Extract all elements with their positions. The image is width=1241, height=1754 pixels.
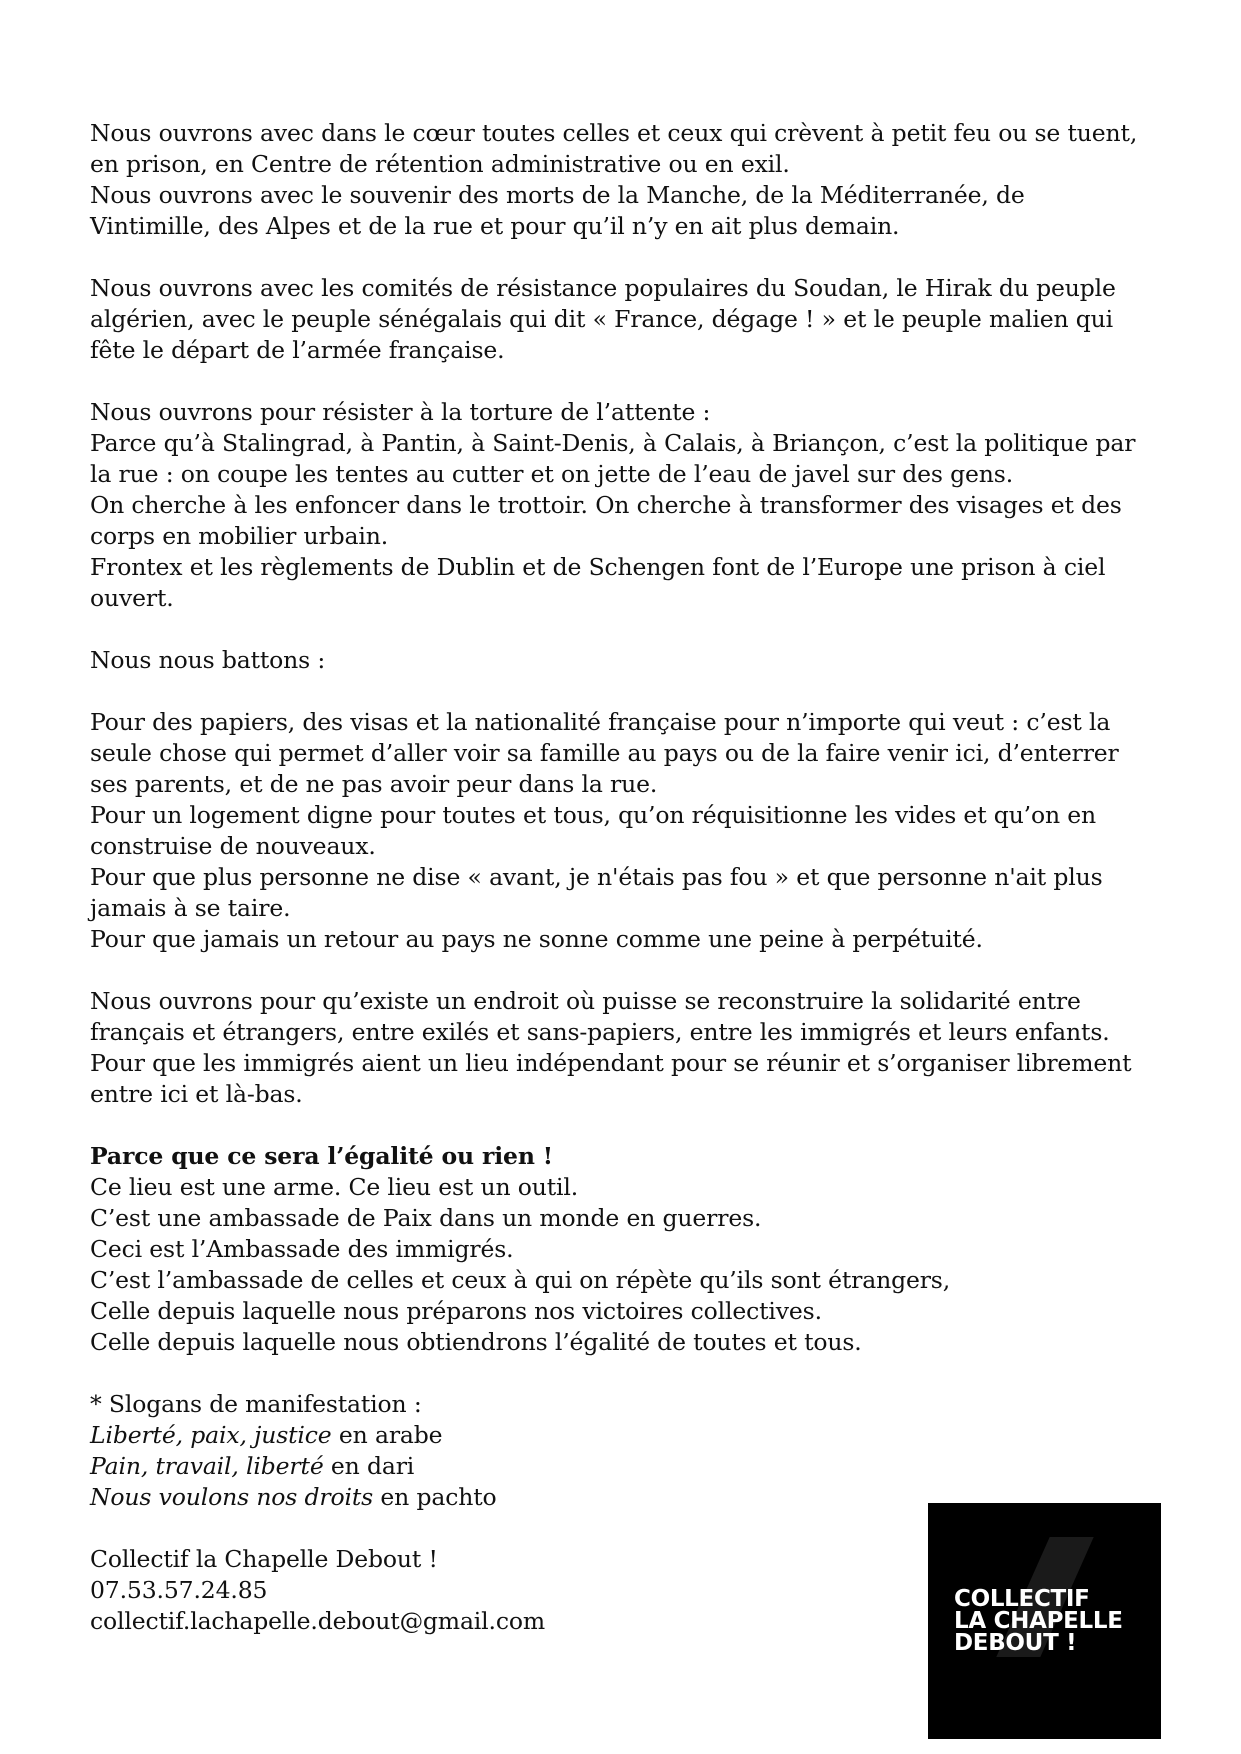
text-line: Nous ouvrons avec le souvenir des morts de la Manche, de la Méditerranée, de <box>90 181 1025 209</box>
paragraph-5 <box>90 707 1170 955</box>
text-line: français et étrangers, entre exilés et sans-papiers, entre les immigrés et leurs enfants. <box>90 1018 1110 1046</box>
text-line: la rue : on coupe les tentes au cutter et on jette de l’eau de javel sur des gens. <box>90 460 1014 488</box>
paragraph-gap <box>90 1358 1170 1389</box>
text-line: C’est une ambassade de Paix dans un monde en guerres. <box>90 1204 762 1232</box>
text-line: corps en mobilier urbain. <box>90 522 389 550</box>
text-line: On cherche à les enfoncer dans le trottoir. On cherche à transformer des visages et des <box>90 491 1122 519</box>
bold-heading: Parce que ce sera l’égalité ou rien ! <box>90 1142 553 1170</box>
text-line: Nous ouvrons avec dans le cœur toutes celles et ceux qui crèvent à petit feu ou se tuent, <box>90 119 1138 147</box>
text-line: Pour que jamais un retour au pays ne sonne comme une peine à perpétuité. <box>90 925 983 953</box>
slogan-language: en dari <box>323 1452 415 1480</box>
text-line: C’est l’ambassade de celles et ceux à qui on répète qu’ils sont étrangers, <box>90 1266 951 1294</box>
text-line: entre ici et là-bas. <box>90 1080 303 1108</box>
paragraph-4 <box>90 645 1170 676</box>
document-body <box>90 118 1170 1637</box>
slogan-line <box>90 1451 1170 1482</box>
text-line: construise de nouveaux. <box>90 832 376 860</box>
paragraph-gap <box>90 242 1170 273</box>
logo-line: LA CHAPELLE <box>954 1608 1123 1634</box>
slogan-italic: Nous voulons nos droits <box>90 1483 374 1511</box>
text-line: Frontex et les règlements de Dublin et de Schengen font de l’Europe une prison à ciel <box>90 553 1106 581</box>
paragraph-gap <box>90 676 1170 707</box>
contact-name: Collectif la Chapelle Debout ! <box>90 1545 438 1573</box>
text-line: Parce qu’à Stalingrad, à Pantin, à Saint-Denis, à Calais, à Briançon, c’est la politique par <box>90 429 1136 457</box>
text-line: Celle depuis laquelle nous obtiendrons l’égalité de toutes et tous. <box>90 1328 862 1356</box>
text-line: Vintimille, des Alpes et de la rue et pour qu’il n’y en ait plus demain. <box>90 212 900 240</box>
text-line: Pour un logement digne pour toutes et tous, qu’on réquisitionne les vides et qu’on en <box>90 801 1097 829</box>
text-line: Celle depuis laquelle nous préparons nos victoires collectives. <box>90 1297 822 1325</box>
slogan-language: en arabe <box>331 1421 443 1449</box>
text-line: Pour que plus personne ne dise « avant, je n'étais pas fou » et que personne n'ait plus <box>90 863 1103 891</box>
paragraph-7 <box>90 1141 1170 1358</box>
slogan-italic: Liberté, paix, justice <box>90 1421 332 1449</box>
text-line: seule chose qui permet d’aller voir sa famille au pays ou de la faire venir ici, d’enterrer <box>90 739 1119 767</box>
paragraph-gap <box>90 366 1170 397</box>
paragraph-1 <box>90 118 1170 242</box>
text-line: ouvert. <box>90 584 174 612</box>
paragraph-6 <box>90 986 1170 1110</box>
paragraph-gap <box>90 614 1170 645</box>
text-line: Nous ouvrons pour qu’existe un endroit où puisse se reconstruire la solidarité entre <box>90 987 1081 1015</box>
text-line: Pour des papiers, des visas et la nationalité française pour n’importe qui veut : c’est la <box>90 708 1111 736</box>
text-line: algérien, avec le peuple sénégalais qui dit « France, dégage ! » et le peuple malien qui <box>90 305 1114 333</box>
paragraph-3 <box>90 397 1170 614</box>
logo-line: COLLECTIF <box>954 1586 1090 1612</box>
text-line: Ceci est l’Ambassade des immigrés. <box>90 1235 514 1263</box>
slogans-heading: * Slogans de manifestation : <box>90 1390 422 1418</box>
text-line: Pour que les immigrés aient un lieu indépendant pour se réunir et s’organiser librement <box>90 1049 1132 1077</box>
logo-text <box>954 1588 1123 1654</box>
paragraph-gap <box>90 955 1170 986</box>
collectif-logo <box>928 1503 1161 1739</box>
text-line: Nous ouvrons pour résister à la torture de l’attente : <box>90 398 711 426</box>
slogan-language: en pachto <box>373 1483 497 1511</box>
text-line: fête le départ de l’armée française. <box>90 336 505 364</box>
text-line: Ce lieu est une arme. Ce lieu est un outil. <box>90 1173 579 1201</box>
text-line: Nous ouvrons avec les comités de résistance populaires du Soudan, le Hirak du peuple <box>90 274 1116 302</box>
contact-email: collectif.lachapelle.debout@gmail.com <box>90 1607 545 1635</box>
contact-phone: 07.53.57.24.85 <box>90 1576 268 1604</box>
text-line: en prison, en Centre de rétention administrative ou en exil. <box>90 150 790 178</box>
paragraph-gap <box>90 1110 1170 1141</box>
slogan-italic: Pain, travail, liberté <box>90 1452 324 1480</box>
slogans-section <box>90 1389 1170 1513</box>
text-line: ses parents, et de ne pas avoir peur dans la rue. <box>90 770 658 798</box>
text-line: Nous nous battons : <box>90 646 326 674</box>
logo-line: DEBOUT ! <box>954 1630 1077 1656</box>
paragraph-2 <box>90 273 1170 366</box>
text-line: jamais à se taire. <box>90 894 291 922</box>
slogan-line <box>90 1420 1170 1451</box>
